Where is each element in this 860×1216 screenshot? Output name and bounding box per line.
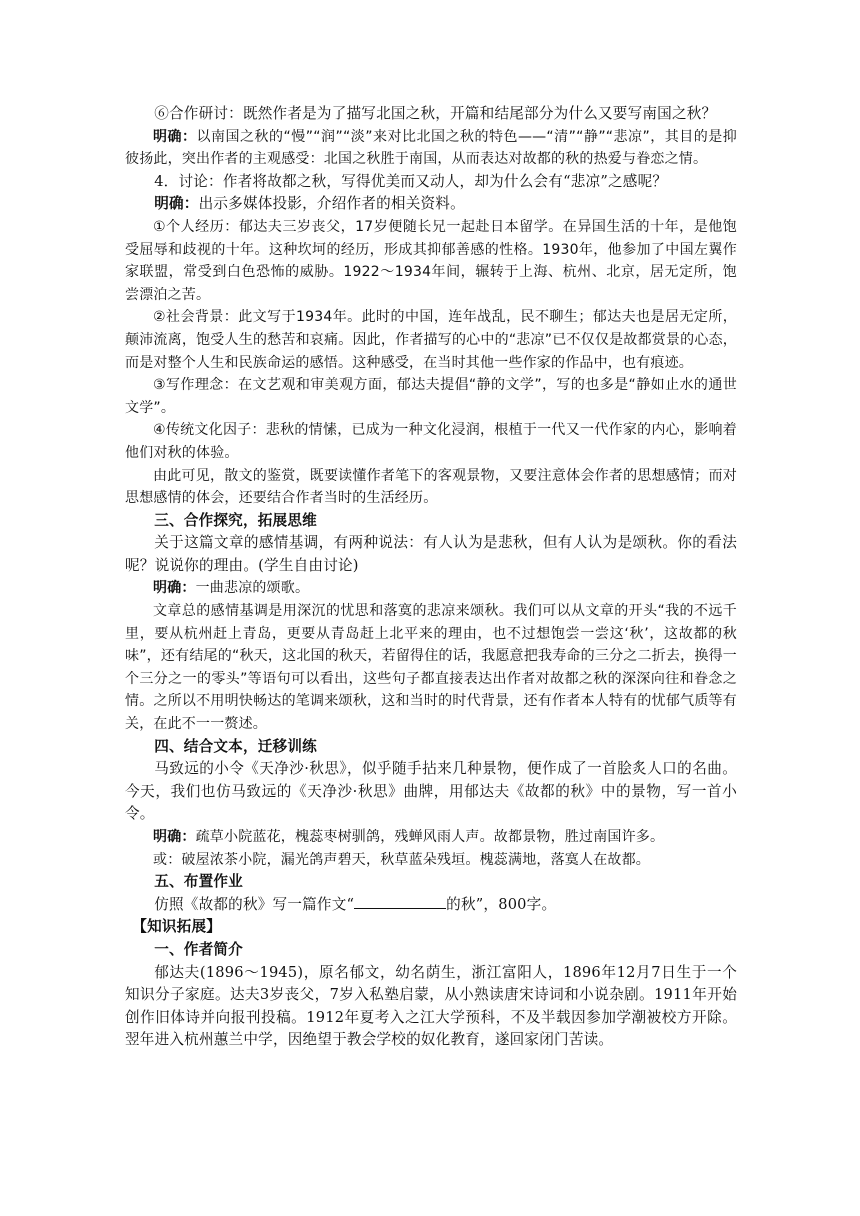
paragraph-alternative-answer: 或：破屋浓茶小院，漏光鸽声碧天，秋草蓝朵残垣。槐蕊满地，落寞人在故都。 <box>153 851 650 868</box>
answer-label: 明确： <box>153 580 196 597</box>
answer-label: 明确： <box>153 829 196 845</box>
answer-label: 明确： <box>154 195 199 213</box>
section-heading-4: 四、结合文本，迁移训练 <box>154 737 317 755</box>
paragraph-transfer-task: 马致远的小令《天净沙·秋思》，似乎随手拈来几种景物，便作成了一首脍炙人口的名曲。今天，我们也仿马致远的《天净沙·秋思》曲牌，用郁达夫《故都的秋》中的景物，写一首小令。 <box>125 760 737 823</box>
paragraph-tone-analysis: 文章总的感情基调是用深沉的忧思和落寞的悲凉来颂秋。我们可以从文章的开头“我的不远千里，要从杭州赶上青岛，更要从青岛赶上北平来的理由，也不过想饱尝一尝这‘秋’，这故都的秋味”，还有结尾的“秋天，这北国的秋天，若留得住的话，我愿意把我寿命的三分之二折去，换得一个三分之一的零头”等语句可以看出，这些句子都直接表达出作者对故都之秋的深深向往和眷念之情。之所以不用明快畅达的笔调来颂秋，这和当时的时代背景，还有作者本人特有的忧郁气质等有关，在此不一一赘述。 <box>125 603 737 733</box>
homework-text-before: 仿照《故都的秋》写一篇作文“ <box>154 895 355 913</box>
answer-text: 出示多媒体投影，介绍作者的相关资料。 <box>198 195 465 213</box>
paragraph-answer-1 <box>125 126 737 171</box>
answer-text: 疏草小院蓝花，槐蕊枣树驯鸽，残蝉风雨人声。故都景物，胜过南国许多。 <box>195 829 665 845</box>
section-heading-5: 五、布置作业 <box>154 873 243 891</box>
answer-text: 以南国之秋的“慢”“润”“淡”来对比北国之秋的特色——“清”“静”“悲凉”，其目的是抑彼扬此，突出作者的主观感受：北国之秋胜于南国，从而表达对故都的秋的热爱与眷恋之情。 <box>125 128 737 168</box>
paragraph-question-4: 4．讨论：作者将故都之秋，写得优美而又动人，却为什么会有“悲凉”之感呢？ <box>154 172 668 190</box>
paragraph-answer-2 <box>125 193 737 216</box>
answer-label: 明确： <box>153 128 197 145</box>
paragraph-cultural-factor: ④传统文化因子：悲秋的情愫，已成为一种文化浸润，根植于一代又一代作家的内心，影响着他们对秋的体验。 <box>125 422 737 461</box>
paragraph-personal-experience: ①个人经历：郁达夫三岁丧父，17岁便随长兄一起赴日本留学。在异国生活的十年，是他饱受屈辱和歧视的十年。这种坎坷的经历，形成其抑郁善感的性格。1930年，他参加了中国左翼作家联盟，常受到白色恐怖的威胁。1922～1934年间，辗转于上海、杭州、北京，居无定所，饱尝漂泊之苦。 <box>125 218 737 303</box>
paragraph-author-bio: 郁达夫(1896～1945)，原名郁文，幼名荫生，浙江富阳人，1896年12月7日生于一个知识分子家庭。达夫3岁丧父，7岁入私塾启蒙，从小熟读唐宋诗词和小说杂剧。1911年开始创作旧体诗并向报刊投稿。1912年夏考入之江大学预科，不及半载因参加学潮被校方开除。翌年进入杭州蕙兰中学，因绝望于教会学校的奴化教育，遂回家闭门苦读。 <box>125 963 737 1049</box>
paragraph-social-background: ②社会背景：此文写于1934年。此时的中国，连年战乱，民不聊生；郁达夫也是居无定所，颠沛流离，饱受人生的愁苦和哀痛。因此，作者描写的心中的“悲凉”已不仅仅是故都赏景的心态，而是对整个人生和民族命运的感悟。这种感受，在当时其他一些作家的作品中，也有痕迹。 <box>125 309 737 371</box>
homework-text-after: 的秋”，800字。 <box>446 895 557 913</box>
paragraph-discussion-6: ⑥合作研讨：既然作者是为了描写北国之秋，开篇和结尾部分为什么又要写南国之秋？ <box>154 105 717 122</box>
paragraph-answer-3 <box>125 577 737 600</box>
answer-text: 一曲悲凉的颂歌。 <box>195 580 310 597</box>
paragraph-answer-4 <box>125 826 737 849</box>
knowledge-extension-heading: 【知识拓展】 <box>132 918 222 936</box>
fill-in-blank <box>354 894 446 909</box>
document-page <box>125 103 737 1052</box>
paragraph-conclusion: 由此可见，散文的鉴赏，既要读懂作者笔下的客观景物，又要注意体会作者的思想感情；而对思想感情的体会，还要结合作者当时的生活经历。 <box>125 467 737 507</box>
section-heading-3: 三、合作探究，拓展思维 <box>154 511 317 529</box>
paragraph-tone-question: 关于这篇文章的感情基调，有两种说法：有人认为是悲秋，但有人认为是颂秋。你的看法呢？说说你的理由。(学生自由讨论) <box>125 534 737 574</box>
paragraph-writing-concept: ③写作理念：在文艺观和审美观方面，郁达夫提倡“静的文学”，写的也多是“静如止水的通世文学”。 <box>125 377 737 416</box>
author-intro-heading: 一、作者简介 <box>154 940 243 958</box>
paragraph-homework <box>125 894 737 917</box>
